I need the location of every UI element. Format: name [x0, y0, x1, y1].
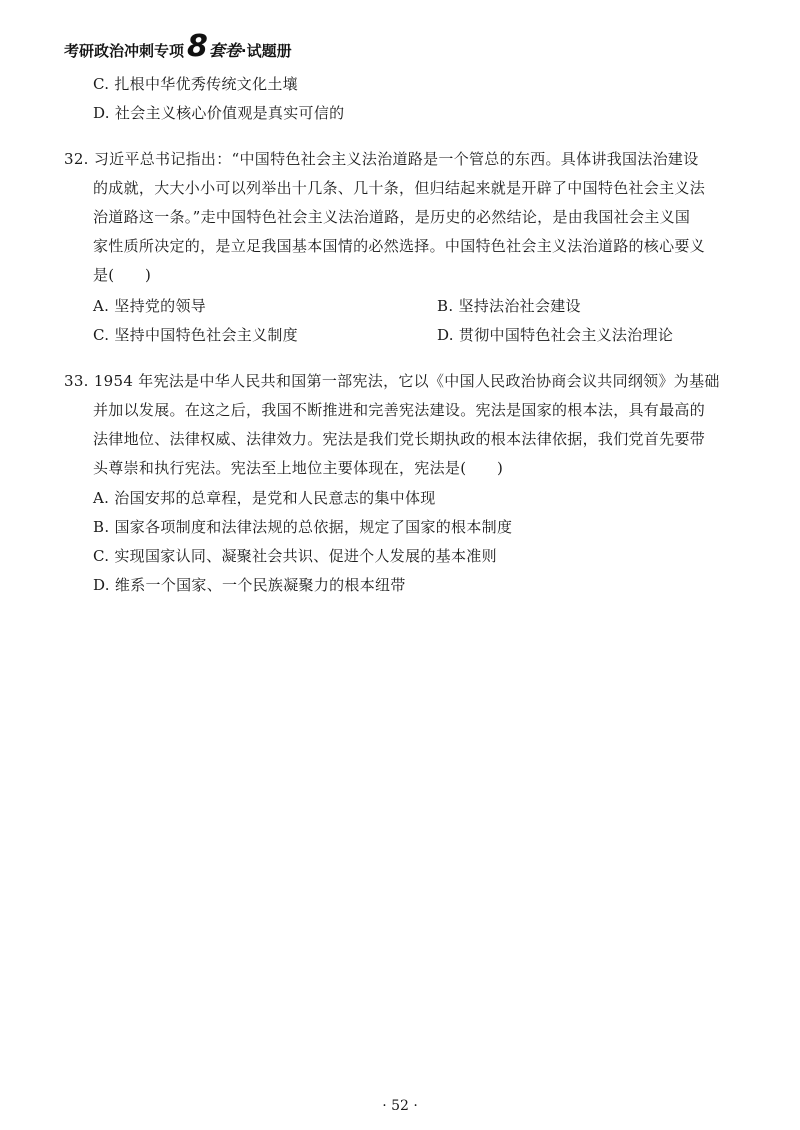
- q32-line-2: 的成就，大大小小可以列举出十几条、几十条，但归结起来就是开辟了中国特色社会主义法: [93, 179, 706, 197]
- q32-option-b: B. 坚持法治社会建设: [437, 297, 581, 315]
- header-big-number: 8: [187, 29, 208, 64]
- q31-option-c: C. 扎根中华优秀传统文化土壤: [93, 75, 298, 93]
- q33-line-3: 法律地位、法律权威、法律效力。宪法是我们党长期执政的根本法律依据，我们党首先要带: [93, 430, 706, 448]
- running-header: [64, 29, 292, 64]
- q32-option-d: D. 贯彻中国特色社会主义法治理论: [437, 326, 674, 344]
- q33-option-c: C. 实现国家认同、凝聚社会共识、促进个人发展的基本准则: [93, 547, 497, 565]
- q32-option-a: A. 坚持党的领导: [93, 297, 207, 315]
- q32-option-c: C. 坚持中国特色社会主义制度: [93, 326, 298, 344]
- q33-line-1: 33. 1954 年宪法是中华人民共和国第一部宪法，它以《中国人民政治协商会议共同纲领》为基础: [64, 372, 720, 390]
- q33-option-b: B. 国家各项制度和法律法规的总依据，规定了国家的根本制度: [93, 518, 513, 536]
- q32-line-4: 家性质所决定的，是立足我国基本国情的必然选择。中国特色社会主义法治道路的核心要义: [93, 237, 706, 255]
- q32-line-5: 是( ): [93, 266, 152, 284]
- q33-option-a: A. 治国安邦的总章程，是党和人民意志的集中体现: [93, 489, 436, 507]
- q33-line-2: 并加以发展。在这之后，我国不断推进和完善宪法建设。宪法是国家的根本法，具有最高的: [93, 401, 706, 419]
- header-suffix: ·试题册: [240, 42, 292, 60]
- q33-line-4: 头尊崇和执行宪法。宪法至上地位主要体现在，宪法是( ): [93, 459, 504, 477]
- header-prefix: 考研政治冲刺专项: [64, 42, 185, 60]
- q32-line-3: 治道路这一条。”走中国特色社会主义法治道路，是历史的必然结论，是由我国社会主义国: [93, 208, 691, 226]
- q32-line-1: 32. 习近平总书记指出：“中国特色社会主义法治道路是一个管总的东西。具体讲我国法治建设: [64, 150, 699, 168]
- q33-option-d: D. 维系一个国家、一个民族凝聚力的根本纽带: [93, 576, 406, 594]
- header-brand: 套卷: [208, 41, 241, 60]
- page-number: · 52 ·: [382, 1098, 418, 1114]
- q31-option-d: D. 社会主义核心价值观是真实可信的: [93, 104, 345, 122]
